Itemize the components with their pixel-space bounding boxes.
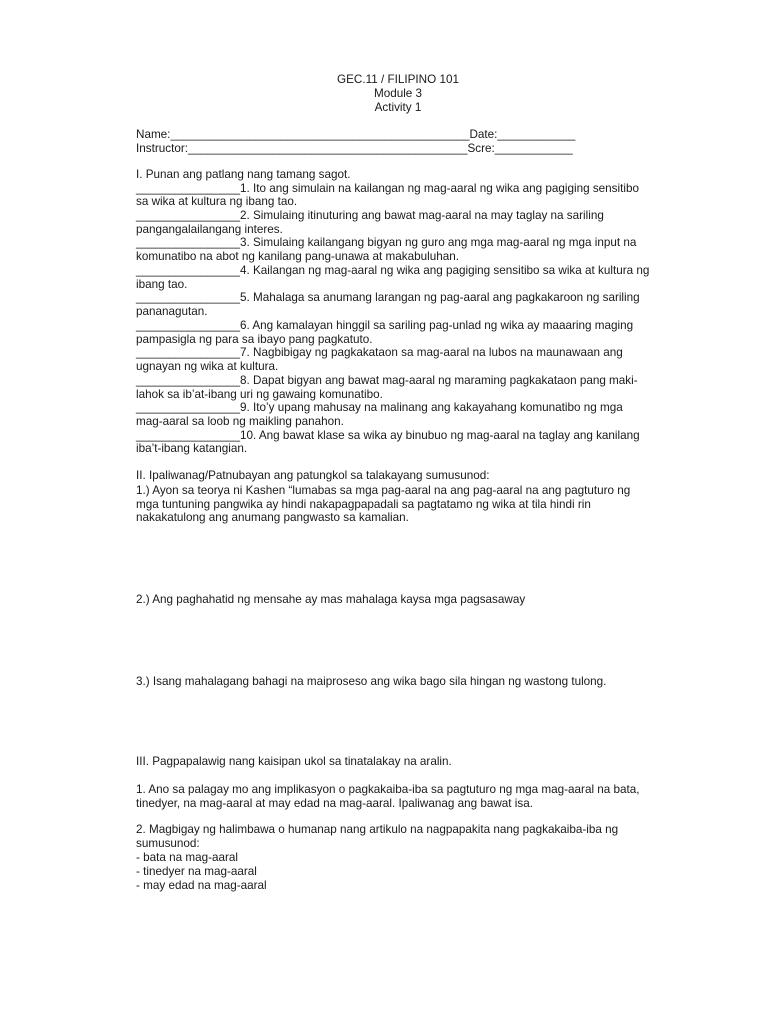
instructor-label: Instructor: [136, 142, 188, 155]
course-title: GEC.11 / FILIPINO 101 [337, 73, 459, 86]
part2-question-3: 3.) Isang mahalagang bahagi na maiproseso ang wika bago sila hingan ng wastong tulong. [136, 675, 607, 688]
item-text-continued: pampasigla ng para sa ibayo pang pagkatuto. [136, 333, 373, 346]
date-blank: ____________ [497, 128, 576, 141]
list-item: - may edad na mag-aaral [136, 879, 267, 892]
fill-blank-item [136, 209, 604, 223]
item-text: 10. Ang bawat klase sa wika ay binubuo ng mag-aaral na taglay ang kanilang [240, 429, 640, 442]
answer-blank: ________________ [136, 236, 241, 249]
item-text: 3. Simulaing kailangang bigyan ng guro ang mga mag-aaral ng mga input na [240, 236, 637, 249]
fill-blank-item [136, 429, 640, 443]
score-label: Scre: [467, 142, 495, 155]
answer-blank: ________________ [136, 319, 241, 332]
answer-blank: ________________ [136, 209, 241, 222]
part3-question-1-continued: tinedyer, na mag-aaral at may edad na mag-aaral. Ipaliwanag ang bawat isa. [136, 797, 533, 810]
fill-blank-item [136, 182, 639, 196]
answer-blank: ________________ [136, 291, 241, 304]
part2-question-1: 1.) Ayon sa teorya ni Kashen “lumabas sa mga pag-aaral na ang pag-aaral na ang pagtuturo ng [136, 484, 631, 497]
name-blank: ______________________________________________ [170, 128, 470, 141]
answer-blank: ________________ [136, 429, 241, 442]
item-text-continued: ibang tao. [136, 278, 188, 291]
score-blank: ____________ [494, 142, 573, 155]
part2-question-1-continued: nakakatulong ang anumang pangwasto sa kamalian. [136, 511, 409, 524]
list-item: - tinedyer na mag-aaral [136, 865, 257, 878]
part2-question-1-continued: mga tuntuning pangwika ay hindi nakapagpapadali sa pagtatamo ng wika at tila hindi rin [136, 498, 591, 511]
answer-blank: ________________ [136, 182, 241, 195]
item-text: 6. Ang kamalayan hinggil sa sariling pag-unlad ng wika ay maaaring maging [240, 319, 634, 332]
fill-blank-item [136, 236, 636, 250]
name-label: Name: [136, 128, 171, 141]
date-label: Date: [469, 128, 498, 141]
item-text-continued: iba’t-ibang katangian. [136, 442, 248, 455]
fill-blank-item [136, 291, 640, 305]
part3-question-1: 1. Ano sa palagay mo ang implikasyon o pagkakaiba-iba sa pagtuturo ng mga mag-aaral na bata, [136, 783, 640, 796]
fill-blank-item [136, 264, 649, 278]
item-text: 9. Ito’y upang mahusay na malinang ang kakayahang komunatibo ng mga [240, 401, 623, 414]
part3-question-2-continued: sumusunod: [136, 837, 200, 850]
fill-blank-item [136, 319, 633, 333]
item-text-continued: lahok sa ib’at-ibang uri ng gawaing komunatibo. [136, 388, 383, 401]
module-title: Module 3 [373, 87, 423, 100]
answer-blank: ________________ [136, 374, 241, 387]
answer-blank: ________________ [136, 401, 241, 414]
name-date-row [136, 128, 575, 142]
item-text: 1. Ito ang simulain na kailangan ng mag-aaral ng wika ang pagiging sensitibo [240, 182, 639, 195]
fill-blank-item [136, 401, 623, 415]
instructor-score-row [136, 142, 573, 156]
part3-question-2: 2. Magbigay ng halimbawa o humanap nang artikulo na nagpapakita nang pagkakaiba-iba ng [136, 823, 619, 836]
activity-title: Activity 1 [374, 101, 422, 114]
part3-title: III. Pagpapalawig nang kaisipan ukol sa tinatalakay na aralin. [136, 755, 452, 768]
item-text: 4. Kailangan ng mag-aaral ng wika ang pagiging sensitibo sa wika at kultura ng [240, 264, 650, 277]
item-text-continued: ugnayan ng wika at kultura. [136, 360, 279, 373]
answer-blank: ________________ [136, 346, 241, 359]
item-text: 5. Mahalaga sa anumang larangan ng pag-aaral ang pagkakaroon ng sariling [240, 291, 640, 304]
fill-blank-item [136, 346, 623, 360]
item-text-continued: pangangalailangang interes. [136, 223, 283, 236]
answer-blank: ________________ [136, 264, 241, 277]
instructor-blank: ___________________________________________ [187, 142, 468, 155]
item-text-continued: pananagutan. [136, 305, 208, 318]
item-text-continued: sa wika at kultura ng ibang tao. [136, 195, 298, 208]
item-text: 8. Dapat bigyan ang bawat mag-aaral ng maraming pagkakataon pang maki- [240, 374, 638, 387]
part2-question-2: 2.) Ang paghahatid ng mensahe ay mas mahalaga kaysa mga pagsasaway [136, 593, 526, 606]
list-item: - bata na mag-aaral [136, 851, 238, 864]
item-text-continued: komunatibo na abot ng kanilang pang-unawa at makabuluhan. [136, 250, 459, 263]
item-text-continued: mag-aaral sa loob ng maikling panahon. [136, 415, 344, 428]
item-text: 2. Simulaing itinuturing ang bawat mag-aaral na may taglay na sariling [240, 209, 604, 222]
part2-title: II. Ipaliwanag/Patnubayan ang patungkol sa talakayang sumusunod: [136, 469, 490, 482]
item-text: 7. Nagbibigay ng pagkakataon sa mag-aaral na lubos na maunawaan ang [240, 346, 623, 359]
part1-title: I. Punan ang patlang nang tamang sagot. [136, 168, 351, 181]
fill-blank-item [136, 374, 638, 388]
